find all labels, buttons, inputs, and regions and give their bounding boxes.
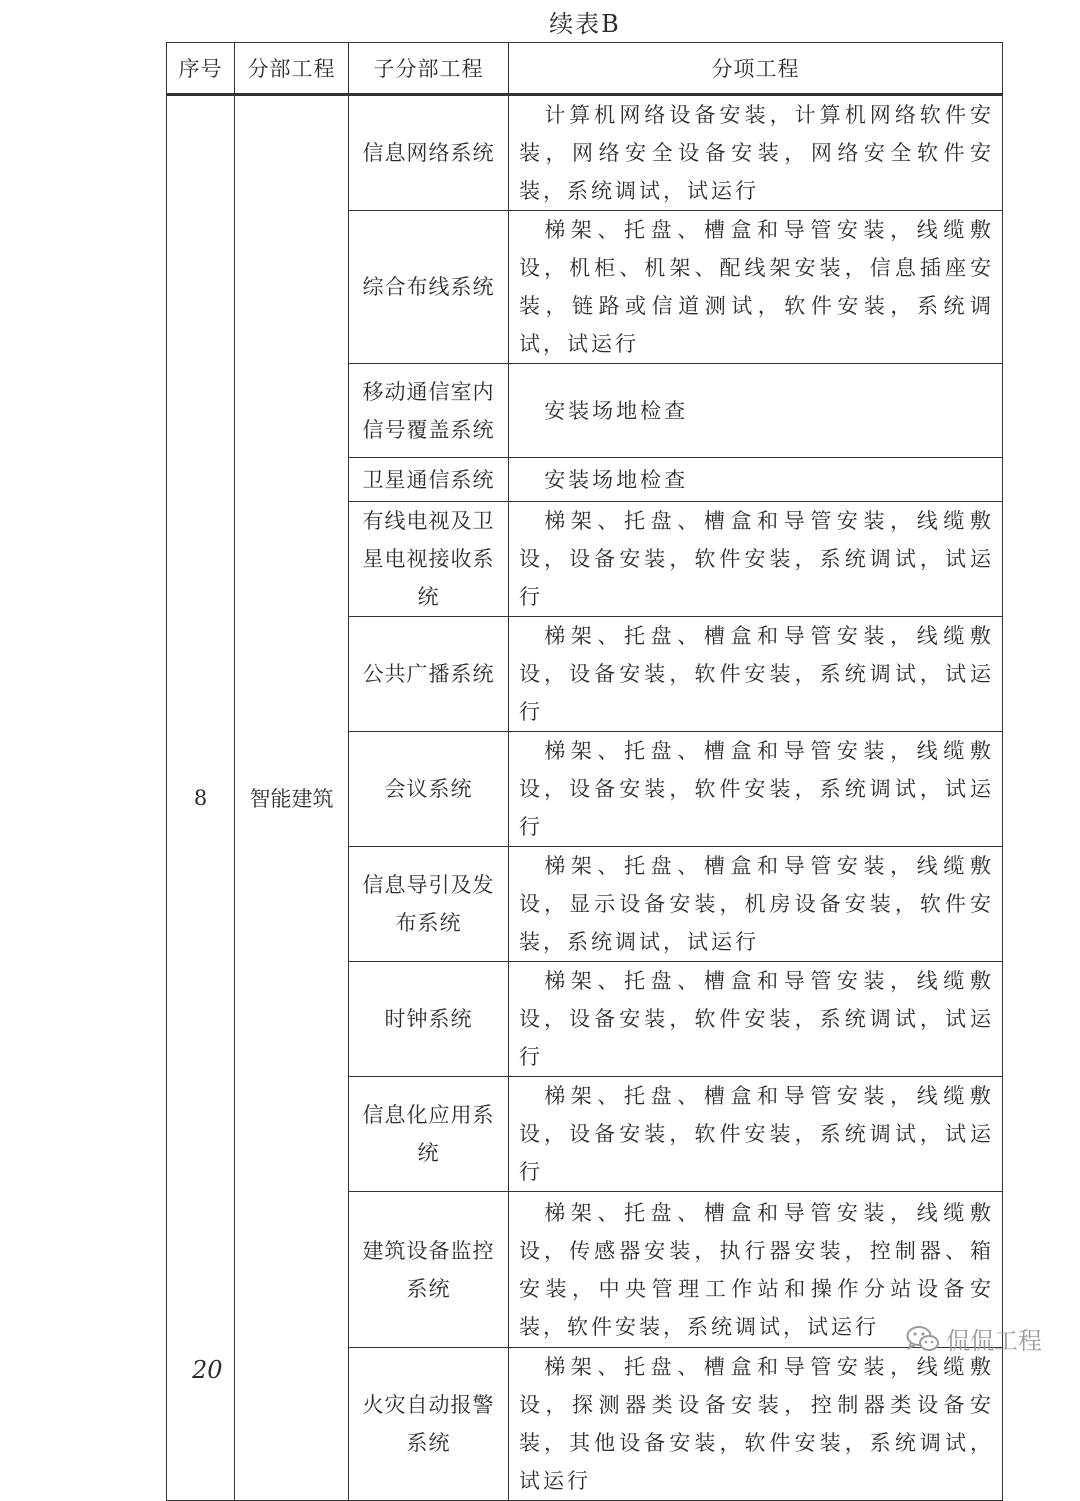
items-text: 梯架、托盘、槽盒和导管安装，线缆敷设，设备安装，软件安装，系统调试，试运行 [519, 509, 994, 609]
items-cell [509, 617, 1003, 732]
subdivision-cell: 信息网络系统 [349, 95, 509, 211]
items-cell [509, 847, 1003, 962]
subdivision-cell: 时钟系统 [349, 962, 509, 1077]
items-text: 梯架、托盘、槽盒和导管安装，线缆敷设，探测器类设备安装，控制器类设备安装，其他设备安装，软件安装，系统调试，试运行 [519, 1355, 994, 1493]
items-cell [509, 1348, 1003, 1501]
construction-division-table [166, 42, 1003, 1501]
items-cell [509, 95, 1003, 211]
items-cell [509, 458, 1003, 502]
header-subdivision: 子分部工程 [349, 43, 509, 95]
items-cell [509, 502, 1003, 617]
subdivision-cell: 综合布线系统 [349, 211, 509, 364]
wechat-icon [906, 1325, 940, 1353]
subdivision-cell: 信息导引及发布系统 [349, 847, 509, 962]
header-items: 分项工程 [509, 43, 1003, 95]
items-text: 梯架、托盘、槽盒和导管安装，线缆敷设，传感器安装，执行器安装，控制器、箱安装，中央管理工作站和操作分站设备安装，软件安装，系统调试，试运行 [519, 1200, 994, 1339]
watermark-text: 侃侃工程 [946, 1327, 1042, 1355]
subdivision-cell: 火灾自动报警系统 [349, 1348, 509, 1501]
items-text: 梯架、托盘、槽盒和导管安装，线缆敷设，机柜、机架、配线架安装，信息插座安装，链路或信道测试，软件安装，系统调试，试运行 [519, 218, 994, 356]
table-row [167, 95, 1003, 211]
items-text: 梯架、托盘、槽盒和导管安装，线缆敷设，设备安装，软件安装，系统调试，试运行 [519, 624, 994, 724]
items-text: 梯架、托盘、槽盒和导管安装，线缆敷设，设备安装，软件安装，系统调试，试运行 [519, 969, 994, 1069]
seq-cell: 8 [167, 95, 235, 1501]
items-text: 安装场地检查 [544, 467, 689, 492]
items-cell [509, 1077, 1003, 1192]
items-text: 梯架、托盘、槽盒和导管安装，线缆敷设，显示设备安装，机房设备安装，软件安装，系统调试，试运行 [519, 854, 994, 954]
subdivision-cell: 公共广播系统 [349, 617, 509, 732]
subdivision-cell: 建筑设备监控系统 [349, 1192, 509, 1348]
subdivision-cell: 移动通信室内信号覆盖系统 [349, 364, 509, 458]
division-cell: 智能建筑 [235, 95, 349, 1501]
items-cell [509, 962, 1003, 1077]
items-cell [509, 732, 1003, 847]
subdivision-cell: 卫星通信系统 [349, 458, 509, 502]
page-title: 续表B [549, 10, 621, 38]
items-text: 梯架、托盘、槽盒和导管安装，线缆敷设，设备安装，软件安装，系统调试，试运行 [519, 739, 994, 839]
items-cell [509, 364, 1003, 458]
items-text: 计算机网络设备安装，计算机网络软件安装，网络安全设备安装，网络安全软件安装，系统调试，试运行 [519, 103, 994, 203]
header-division: 分部工程 [235, 43, 349, 95]
subdivision-cell: 信息化应用系统 [349, 1077, 509, 1192]
header-seq: 序号 [167, 43, 235, 95]
table-header-row [167, 43, 1003, 95]
items-text: 梯架、托盘、槽盒和导管安装，线缆敷设，设备安装，软件安装，系统调试，试运行 [519, 1084, 994, 1184]
page-number: 20 [192, 1356, 223, 1384]
items-cell [509, 211, 1003, 364]
subdivision-cell: 会议系统 [349, 732, 509, 847]
items-text: 安装场地检查 [544, 398, 689, 423]
watermark [906, 1321, 1042, 1356]
subdivision-cell: 有线电视及卫星电视接收系统 [349, 502, 509, 617]
